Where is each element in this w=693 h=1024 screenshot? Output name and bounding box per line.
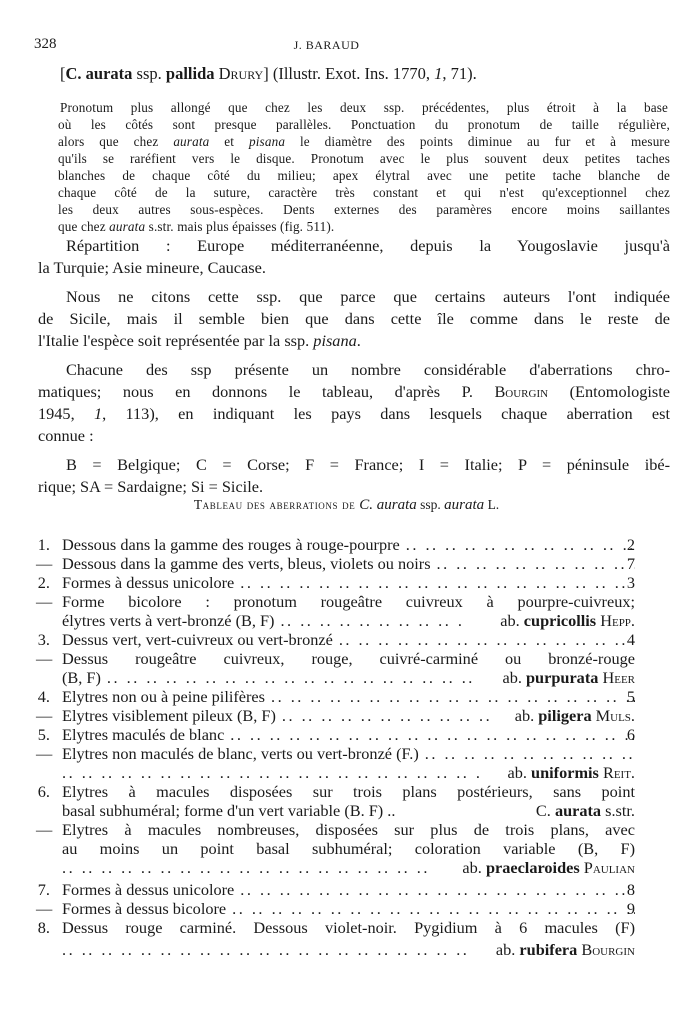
body-line: l'Italie l'espèce soit représentée par la ssp. pisana. xyxy=(38,331,361,350)
ssp-label: ssp. xyxy=(132,64,166,83)
bracket: ] xyxy=(263,64,269,83)
description-line: alors que chez aurata et pisana le diamètre des points diminue au fur et à mesure xyxy=(58,134,670,149)
description-line: Pronotum plus allongé que chez les deux ssp. précédentes, plus étroit à la base xyxy=(60,100,668,115)
description-line: qu'ils se raréfient vers le disque. Pronotum avec le plus souvent deux petites taches xyxy=(58,151,670,166)
bracket: [ xyxy=(60,64,66,83)
subspecies-name: pallida xyxy=(165,64,215,83)
page-number: 328 xyxy=(34,36,57,52)
body-line: 1945, 1, 113), en indiquant les pays dans lesquels chaque aberration est xyxy=(38,404,671,423)
table-title: Tableau des aberrations de C. aurata ssp. aurata L. xyxy=(193,497,500,513)
body-line: B = Belgique; C = Corse; F = France; I = Italie; P = péninsule ibé- xyxy=(66,455,670,474)
body-line: de Sicile, mais il semble bien que dans cette île comme dans le reste de xyxy=(38,309,670,328)
body-line: la Turquie; Asie mineure, Caucase. xyxy=(38,258,266,277)
description-line: où les côtés sont presque parallèles. Ponctuation du pronotum de taille régulière, xyxy=(58,117,670,132)
document-page: 328 J. BARAUD [C. aurata ssp. pallida Drury] (Illustr. Exot. Ins. 1770, 1, 71). Pronotum plus allongé que chez les deux ssp. précédentes, plus étroit à la base où les côtés sont presque parallèles. Ponctuation du pronotum de taille régulière, alors que chez aurata et pisana le diamètre des points diminue au fur et à mesure qu'ils se raréfient vers le disque. Pronotum avec le plus souvent deux petites taches blanches de chaque côté du milieu; apex élytral avec une petite tache blanche de chaque côté de la suture, caractère très constant et qui n'est qu'exceptionnel chez les deux autres sous-espèces. Dents externes des paramères encore moins saillantes que chez aurata s.str. mais plus épaisses (fig. 511). Répartition : Europe méditerranéenne, depuis la Yougoslavie jusqu'à la Turquie; Asie mineure, Caucase. Nous ne citons cette ssp. que parce que certains auteurs l'ont indiquée de Sicile, mais il semble bien que dans cette île comme dans le reste de l'Italie l'espèce soit représentée par la ssp. pisana. Chacune des ssp présente un nombre considérable d'aberrations chro- matiques; nous en donnons le tableau, d'après P. Bourgin (Entomologiste 1945, 1, 113), en indiquant les pays dans lesquels chaque aberration est connue : B = Belgique; C = Corse; F = France; I = Italie; P = péninsule ibé- rique; SA = Sardaigne; Si = Sicile. Tableau des aberrations de C. aurata ssp. aurata L. 1. Dessous dans la gamme des rouges à rouge-pourpre .. .. 2 — Dessous dans la gamme des verts, bleus, violets ou noirs .. .. 7 2. Formes à dessus unicolore .. .. 3 — Forme bicolore : pronotum rougeâtre cuivreux à pourpre-cuivreux; élytres verts à vert-bronzé (B, F) .. .. ab. cupricollis Hepp. 3. Dessus vert, vert-cuivreux ou vert-bronzé .. .. 4 — Dessus rougeâtre cuivreux, rouge, cuivré-carminé ou bronzé-rouge (B, F) .. .. ab. purpurata Heer 4. Elytres non ou à peine pilifères .. .. 5 — Elytres visiblement pileux (B, F) .. .. ab. piligera Muls. 5. Elytres maculés de blanc .. .. 6 — Elytres non maculés de blanc, verts ou vert-bronzé (F.) .. .. .. .. ab. uniformis Reit. 6. Elytres à macules disposées sur trois plans postérieurs, sans point basal subhuméral; forme d'un vert variable (B. F) .. C. aurata s.str. — Elytres à macules nombreuses, disposées sur plus de trois plans, avec au moins un point basal subhuméral; coloration variable (B, F) .. .. ab. praeclaroides Paulian 7. Formes à dessus unicolore .. .. 8 — Formes à dessus bicolore .. .. 9 8. Dessus rouge carminé. Dessous violet-noir. Pygidium à 6 macules (F) .. .. ab. rubifera Bourgin xyxy=(0,0,693,1024)
running-header-author: J. BARAUD xyxy=(293,38,360,52)
body-line: rique; SA = Sardaigne; Si = Sicile. xyxy=(38,477,264,496)
description-line: les deux autres sous-espèces. Dents externes des paramères encore moins saillantes xyxy=(58,202,670,217)
description-line: que chez aurata s.str. mais plus épaisses (fig. 511). xyxy=(58,219,335,234)
description-line: blanches de chaque côté du milieu; apex élytral avec une petite tache blanche de xyxy=(58,168,670,183)
body-line: Chacune des ssp présente un nombre considérable d'aberrations chro- xyxy=(66,360,670,379)
reference-volume: 1 xyxy=(434,64,443,83)
genus: C. aurata xyxy=(65,64,133,83)
body-line: matiques; nous en donnons le tableau, d'après P. Bourgin (Entomologiste xyxy=(38,382,670,401)
body-line: Nous ne citons cette ssp. que parce que certains auteurs l'ont indiquée xyxy=(66,287,670,306)
reference-end: , 71). xyxy=(442,64,477,83)
entry-title xyxy=(60,64,477,84)
description-line: chaque côté de la suture, caractère très constant et qui n'est qu'exceptionnel chez xyxy=(58,185,670,200)
reference: (Illustr. Exot. Ins. 1770, xyxy=(268,64,435,83)
body-line: connue : xyxy=(38,426,94,445)
authority: Drury xyxy=(214,64,264,83)
body-line: Répartition : Europe méditerranéenne, depuis la Yougoslavie jusqu'à xyxy=(66,236,670,255)
